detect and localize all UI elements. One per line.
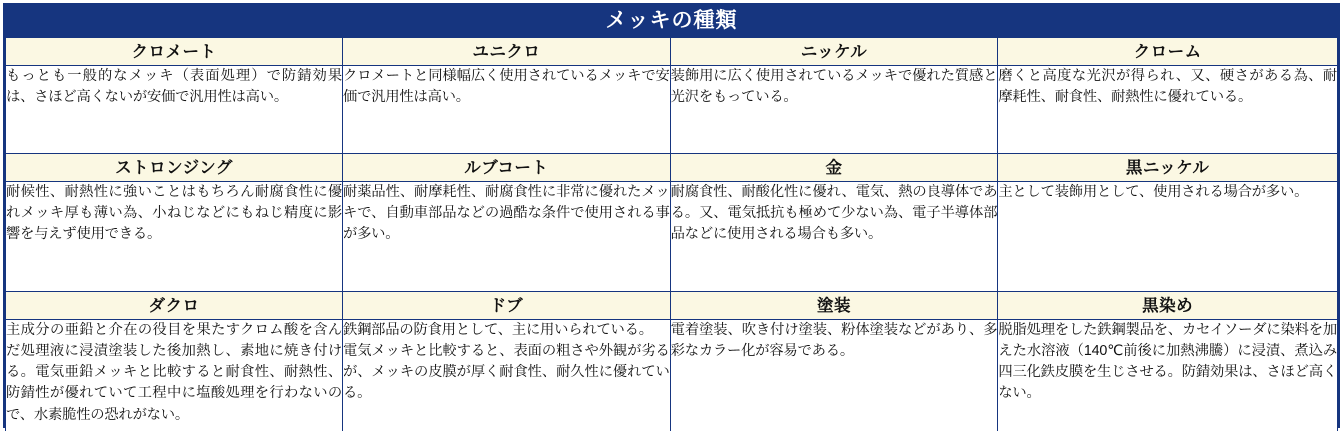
column-header: 塗装 (670, 292, 998, 320)
column-header: 黒ニッケル (998, 154, 1338, 182)
table-cell (670, 182, 998, 292)
table-cell (670, 66, 998, 154)
column-header: 黒染め (998, 292, 1338, 320)
table-header-row (6, 292, 1338, 320)
column-header: ニッケル (670, 38, 998, 66)
cell-paragraph: 主として装飾用として、使用される場合が多い。 (998, 184, 1309, 200)
cell-paragraph: 耐候性、耐熱性に強いことはもちろん耐腐食性に優れメッキ厚も薄い為、小ねじなどにもねじ精度に影響を与えず使用できる。 (6, 184, 342, 243)
cell-paragraph: 電着塗装、吹き付け塗装、粉体塗装などがあり、多彩なカラー化が容易である。 (670, 322, 998, 360)
table-row (6, 320, 1338, 431)
table-cell (342, 320, 670, 431)
column-header: クローム (998, 38, 1338, 66)
cell-paragraph: もっとも一般的なメッキ（表面処理）で防錆効果は、さほど高くないが安価で汎用性は高い。 (6, 68, 342, 106)
page-title: メッキの種類 (5, 5, 1338, 37)
table-cell (6, 320, 343, 431)
column-header: ドブ (342, 292, 670, 320)
table-cell (342, 182, 670, 292)
table-cell (6, 182, 343, 292)
table-cell (342, 66, 670, 154)
table-cell (998, 182, 1338, 292)
plating-types-table (5, 37, 1338, 431)
table-header-row (6, 154, 1338, 182)
column-header: ストロンジング (6, 154, 343, 182)
cell-paragraph: 磨くと高度な光沢が得られ、又、硬さがある為、耐摩耗性、耐食性、耐熱性に優れている。 (998, 68, 1337, 106)
column-header: 金 (670, 154, 998, 182)
table-row (6, 66, 1338, 154)
cell-paragraph: 脱脂処理をした鉄鋼製品を、カセイソーダに染料を加えた水溶液（140℃前後に加熱沸騰）に浸漬、煮込み四三化鉄皮膜を生じさせる。防錆効果は、さほど高くない。 (998, 322, 1337, 402)
cell-paragraph: 耐薬品性、耐摩耗性、耐腐食性に非常に優れたメッキで、自動車部品などの過酷な条件で使用される事が多い。 (342, 184, 670, 243)
table-cell (998, 320, 1338, 431)
column-header: クロメート (6, 38, 343, 66)
table-cell (670, 320, 998, 431)
table-cell (6, 66, 343, 154)
table-cell (998, 66, 1338, 154)
column-header: ダクロ (6, 292, 343, 320)
cell-paragraph: 主成分の亜鉛と介在の役目を果たすクロム酸を含んだ処理液に浸漬塗装した後加熱し、素地に焼き付ける。電気亜鉛メッキと比較すると耐食性、耐熱性、防錆性が優れていて工程中に塩酸処理を行わないので、水素脆性の恐れがない。 (6, 322, 342, 423)
table-row (6, 182, 1338, 292)
cell-paragraph: 耐腐食性、耐酸化性に優れ、電気、熱の良導体である。又、電気抵抗も極めて少ない為、電子半導体部品などに使用される場合も多い。 (670, 184, 998, 243)
cell-paragraph: 電気メッキと比較すると、表面の粗さや外観が劣るが、メッキの皮膜が厚く耐食性、耐久性に優れている。 (342, 343, 670, 402)
cell-paragraph: クロメートと同様幅広く使用されているメッキで安価で汎用性は高い。 (342, 68, 670, 106)
column-header: ルブコート (342, 154, 670, 182)
table-header-row (6, 38, 1338, 66)
cell-paragraph: 装飾用に広く使用されているメッキで優れた質感と光沢をもっている。 (670, 68, 998, 106)
table-frame (3, 3, 1340, 428)
cell-paragraph: 鉄鋼部品の防食用として、主に用いられている。 (342, 322, 653, 338)
column-header: ユニクロ (342, 38, 670, 66)
